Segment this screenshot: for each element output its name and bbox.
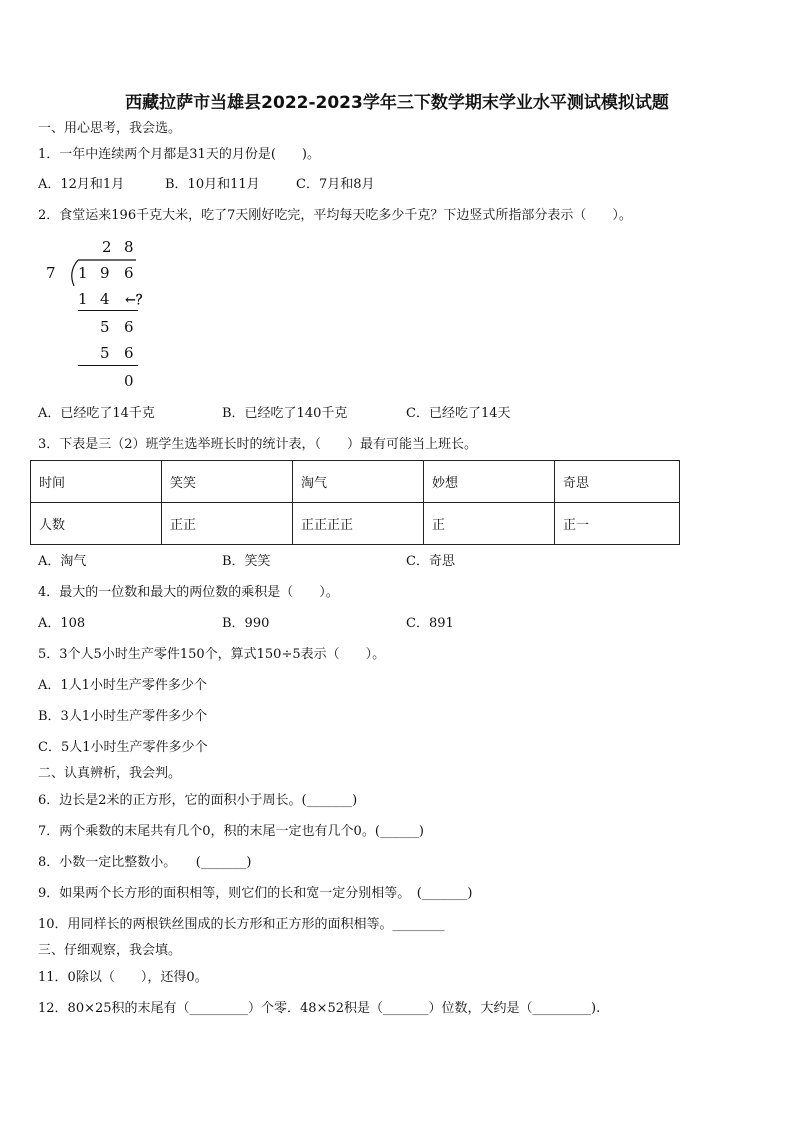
dividend-digit: 9 (100, 264, 110, 282)
table-cell: 正正正正 (293, 503, 424, 545)
table-header-cell: 奇思 (555, 461, 680, 503)
tally-table (30, 460, 680, 545)
q4-option-c[interactable]: C．891 (406, 616, 454, 631)
quotient-digit: 2 (102, 238, 112, 256)
table-cell: 正正 (162, 503, 293, 545)
q2-option-c[interactable]: C．已经吃了14天 (406, 406, 511, 421)
table-header-cell: 妙想 (424, 461, 555, 503)
q4-option-a[interactable]: A．108 (38, 616, 86, 631)
table-cell: 人数 (31, 503, 162, 545)
question-2: 2．食堂运来196千克大米，吃了7天刚好吃完，平均每天吃多少千克？下边竖式所指部分表示（ ）。 (38, 208, 632, 223)
question-1: 1．一年中连续两个月都是31天的月份是( )。 (38, 147, 320, 162)
q2-option-a[interactable]: A．已经吃了14千克 (38, 406, 155, 421)
question-5: 5．3个人5小时生产零件150个，算式150÷5表示（ ）。 (38, 647, 386, 662)
q5-option-c[interactable]: C．5人1小时生产零件多少个 (38, 740, 208, 755)
step1-digit: 4 (100, 290, 110, 308)
q4-option-b[interactable]: B．990 (222, 616, 270, 631)
step2-digit: 6 (124, 318, 134, 336)
q5-option-b[interactable]: B．3人1小时生产零件多少个 (38, 709, 208, 724)
q1-option-c[interactable]: C．7月和8月 (296, 177, 375, 192)
division-line (78, 310, 138, 311)
table-cell: 正 (424, 503, 555, 545)
question-9: 9．如果两个长方形的面积相等，则它们的长和宽一定分别相等。 (_______) (38, 886, 473, 901)
table-header-cell: 笑笑 (162, 461, 293, 503)
q3-option-c[interactable]: C．奇思 (406, 554, 455, 569)
table-header-cell: 时间 (31, 461, 162, 503)
q3-option-a[interactable]: A．淘气 (38, 554, 87, 569)
division-line (78, 365, 138, 366)
question-12: 12．80×25积的末尾有（_________）个零．48×52积是（_______）位数，大约是（_________). (38, 1001, 601, 1016)
question-8: 8．小数一定比整数小。 (_______) (38, 855, 252, 870)
question-3: 3．下表是三（2）班学生选举班长时的统计表，（ ）最有可能当上班长。 (38, 437, 478, 452)
question-6: 6．边长是2米的正方形，它的面积小于周长。(_______) (38, 793, 358, 808)
q1-option-b[interactable]: B．10月和11月 (165, 177, 260, 192)
q2-option-b[interactable]: B．已经吃了140千克 (222, 406, 348, 421)
page-title: 西藏拉萨市当雄县2022-2023学年三下数学期末学业水平测试模拟试题 (125, 93, 669, 113)
question-11: 11．0除以（ ），还得0。 (38, 970, 208, 985)
step3-digit: 6 (124, 344, 134, 362)
question-4: 4．最大的一位数和最大的两位数的乘积是（ ）。 (38, 585, 339, 600)
q5-option-a[interactable]: A．1人1小时生产零件多少个 (38, 678, 207, 693)
remainder: 0 (124, 372, 134, 390)
section-1-heading: 一、用心思考，我会选。 (38, 121, 182, 136)
q3-option-b[interactable]: B．笑笑 (222, 554, 271, 569)
table-row (31, 503, 680, 545)
step1-digit: 1 (78, 290, 88, 308)
section-3-heading: 三、仔细观察，我会填。 (38, 943, 182, 958)
q1-option-a[interactable]: A．12月和1月 (38, 177, 125, 192)
table-cell: 正一 (555, 503, 680, 545)
question-10: 10．用同样长的两根铁丝围成的长方形和正方形的面积相等。________ (38, 917, 445, 932)
table-header-cell: 淘气 (293, 461, 424, 503)
quotient-digit: 8 (124, 238, 134, 256)
section-2-heading: 二、认真辨析，我会判。 (38, 766, 182, 781)
dividend-digit: 6 (124, 264, 134, 282)
divisor: 7 (46, 264, 56, 282)
arrow-question-label: ←？ (125, 293, 149, 308)
table-row (31, 461, 680, 503)
step2-digit: 5 (100, 318, 110, 336)
step3-digit: 5 (100, 344, 110, 362)
dividend-digit: 1 (78, 264, 88, 282)
question-7: 7．两个乘数的末尾共有几个0，积的末尾一定也有几个0。(______) (38, 824, 424, 839)
